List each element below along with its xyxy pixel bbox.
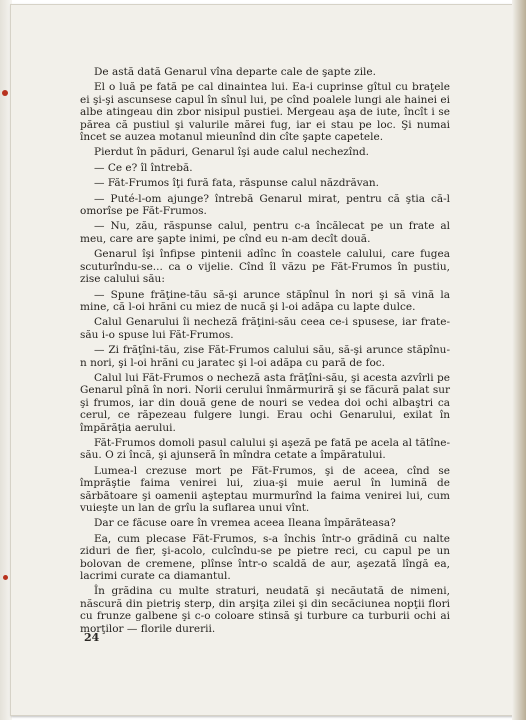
- paragraph: Genarul îşi înfipse pintenii adînc în coastele calului, care fugea scuturîndu-se... ca o vijelie. Cînd îl văzu pe Făt-Frumos în pustiu, zise calului său:: [80, 248, 450, 286]
- paragraph: Lumea-l crezuse mort pe Făt-Frumos, şi de aceea, cînd se împrăştie faima venirei lui, ziua-şi muie aerul în lumină de sărbătoare şi oamenii aşteptau murmurînd la faima venirei lui, cum vuieşte un lan de grîu la suflarea unui vînt.: [80, 464, 450, 514]
- paragraph: Calul Genarului îi necheză frăţini-său ceea ce-i spusese, iar frate-său i-o spuse lui Făt-Frumos.: [80, 316, 450, 341]
- paragraph: Făt-Frumos domoli pasul calului şi aşeză pe fată pe acela al tătîne-său. O zi încă, şi ajunseră în mîndra cetate a împăratului.: [80, 436, 450, 462]
- dialogue-line: — Spune frăţine-tău să-şi arunce stăpînul în nori şi să vină la mine, că l-oi hrăni cu miez de nucă şi l-oi adăpa cu lapte dulce.: [80, 288, 450, 313]
- paragraph: Pierdut în păduri, Genarul îşi aude calul nechezînd.: [94, 146, 370, 159]
- dialogue-line: — Nu, zău, răspunse calul, pentru c-a încălecat pe un frate al meu, care are şapte inimi, pe cînd eu n-am decît două.: [80, 220, 450, 245]
- binding-mark: [3, 575, 8, 580]
- page-number: 24: [84, 631, 100, 644]
- paragraph: Dar ce făcuse oare în vremea aceea Ileana împărăteasa?: [94, 517, 396, 530]
- right-page-edge: [512, 0, 526, 720]
- paragraph: Calul lui Făt-Frumos o necheză asta frăţîni-său, şi acesta azvîrli pe Genarul pînă în nori. Norii cerului înmărmuriră şi se făcură palat sur şi frumos, iar din două gene de nouri se vedea doi ochi albaştri ca cerul, ce răpezeau fulgere lungi. Erau ochi Genarului, exilat în împărăţia aerului.: [80, 371, 450, 434]
- paragraph: În grădina cu multe straturi, neudată şi necăutată de nimeni, născură din pietriş sterp, din arşiţa zilei şi din secăciunea nopţii flori cu frunze galbene şi c-o coloare stinsă şi turbure ca turburii ochi ai morţilor — florile durerii.: [80, 585, 450, 635]
- paragraph: El o luă pe fată pe cal dinaintea lui. Ea-i cuprinse gîtul cu braţele ei şi-şi ascunsese capul în sînul lui, pe cînd poalele lungi ale hainei ei albe atingeau din zbor nisipul pustiei. Mergeau aşa de iute, încît i se părea că pustiul şi valurile mărei fug, iar ei stau pe loc. Şi numai încet se auzea motanul mieunînd din cîte şapte capetele.: [80, 81, 450, 144]
- dialogue-line: — Puté-l-om ajunge? întrebă Genarul mirat, pentru că ştia că-l omorîse pe Făt-Frumos.: [80, 192, 450, 218]
- paragraph: De astă dată Genarul vîna departe cale de şapte zile.: [94, 66, 376, 78]
- dialogue-line: — Făt-Frumos îţi fură fata, răspunse calul năzdrăvan.: [94, 177, 380, 190]
- binding-mark: [2, 90, 8, 96]
- page-body-text: [80, 66, 450, 638]
- dialogue-line: — Zi frăţîni-tău, zise Făt-Frumos calului său, să-şi arunce stăpînu-n nori, şi l-oi hrăni cu jaratec şi l-oi adăpa cu pară de foc.: [80, 344, 450, 369]
- dialogue-line: — Ce e? îl întrebă.: [94, 161, 193, 174]
- paragraph: Ea, cum plecase Făt-Frumos, s-a închis într-o grădină cu nalte ziduri de fier, şi-acolo, culcîndu-se pe pietre reci, cu capul pe un bolovan de cremene, plînse într-o scaldă de aur, aşezată lîngă ea, lacrimi curate ca diamantul.: [80, 532, 450, 583]
